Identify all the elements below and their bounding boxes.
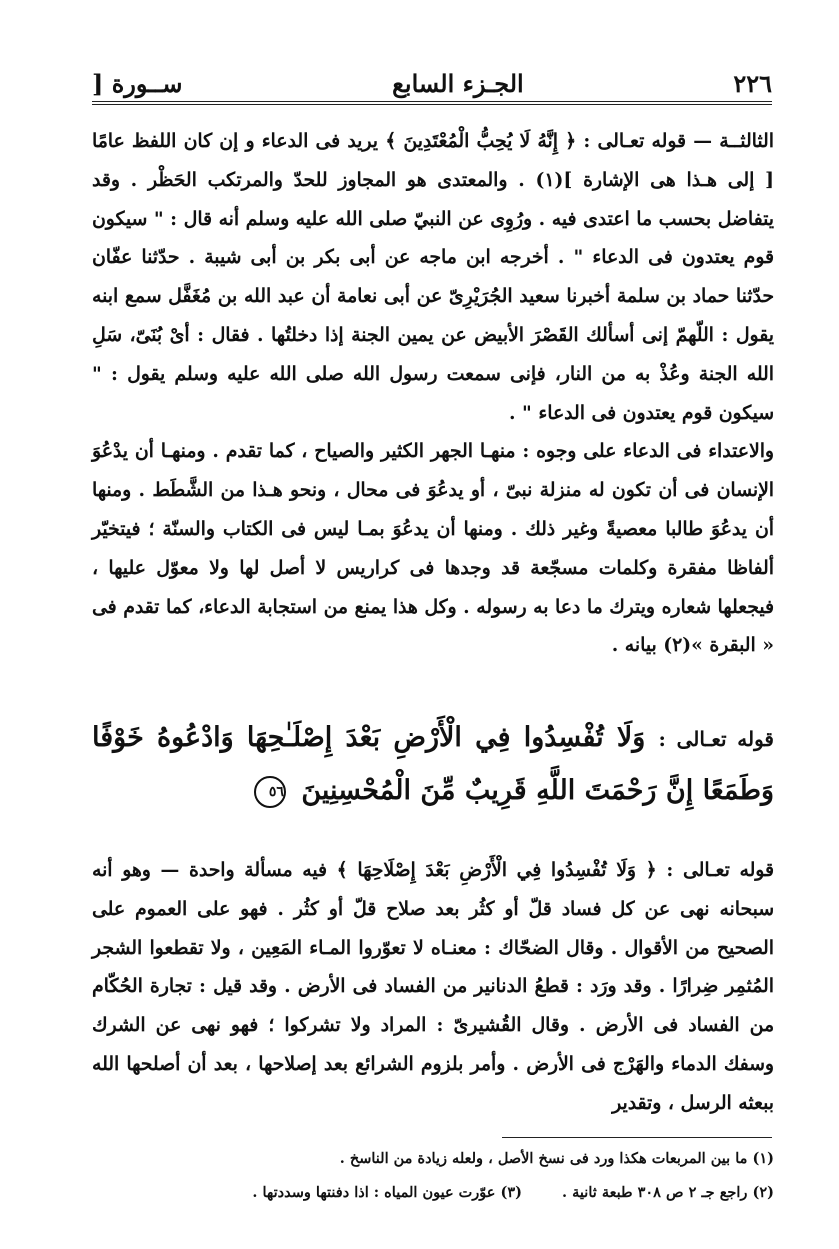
- page-header: [92, 52, 772, 98]
- verse-commentary: [92, 851, 774, 1123]
- commentary-text: [92, 122, 774, 665]
- verse-text: وَلَا تُفْسِدُوا فِي الْأَرْضِ بَعْدَ إِصْلَـٰحِهَا وَادْعُوهُ خَوْفًا وَطَمَعًا إِنَّ رَحْمَتَ اللَّهِ قَرِيبٌ مِّنَ الْمُحْسِنِينَ: [92, 722, 774, 806]
- footnote-row-2: [150, 1176, 774, 1210]
- footnote-divider: [502, 1137, 772, 1138]
- footnote-2: (٢) راجع جـ ٢ ص ٣٠٨ طبعة ثانية .: [562, 1184, 774, 1201]
- footnote-row-1: [150, 1142, 774, 1176]
- footnote-1: (١) ما بين المربعات هكذا ورد فى نسخ الأصل ، ولعله زيادة من الناسخ .: [339, 1150, 774, 1167]
- surah-label: ســورة [: [92, 69, 183, 98]
- paragraph-corruption: قوله تعـالى : ﴿ وَلَا تُفْسِدُوا فِي الْأَرْضِ بَعْدَ إِصْلَاحِهَا ﴾ فيه مسألة واحدة — وهو أنه سبحانه نهى عن كل فساد قلّ أو كثُر بعد صلاح قلّ أو كثُر . فهو على العموم على الصحيح من الأقوال . وقال الضحّاك : معنـاه لا تعوّروا المـاء المَعِين ، ولا تقطعوا الشجر المُثمِر ضِرارًا . وقد ورَد : قطعُ الدنانير من الفساد فى الأرض . وقد قيل : تجارة الحُكّام من الفساد فى الأرض . وقال القُشيرىّ : المراد ولا تشركوا ؛ فهو نهى عن الشرك وسفك الدماء والهَرْج فى الأرض . وأمر بلزوم الشرائع بعد إصلاحها ، بعد أن أصلحها الله ببعثه الرسل ، وتقدير: [92, 859, 774, 1114]
- header-divider: [92, 101, 772, 105]
- quran-verse: [92, 712, 774, 816]
- footnote-3: (٣) عوّرت عيون المياه : اذا دفنتها وسددتها .: [252, 1184, 523, 1201]
- verse-intro: قوله تعـالى :: [658, 727, 774, 751]
- footnotes: [150, 1142, 774, 1210]
- paragraph-third-issue: الثالثــة — قوله تعـالى : ﴿ إِنَّهُ لَا يُحِبُّ الْمُعْتَدِينَ ﴾ يريد فى الدعاء و إن كان اللفظ عامًا [ إلى هـذا هى الإشارة ](١) . والمعتدى هو المجاوز للحدّ والمرتكب الحَظْر . وقد يتفاضل بحسب ما اعتدى فيه . ورُوِى عن النبيّ صلى الله عليه وسلم أنه قال : " سيكون قوم يعتدون فى الدعاء " . أخرجه ابن ماجه عن أبى بكر بن أبى شيبة . حدّثنا عفّان حدّثنا حماد بن سلمة أخبرنا سعيد الجُرَيْرِىّ عن أبى نعامة أن عبد الله بن مُغَفَّل سمع ابنه يقول : اللّهمّ إنى أسألك القَصْرَ الأبيض عن يمين الجنة إذا دخلتُها . فقال : أىْ بُنَىّ، سَلِ الله الجنة وعُذْ به من النار، فإنى سمعت رسول الله صلى الله عليه وسلم يقول : " سيكون قوم يعتدون فى الدعاء " .: [92, 130, 774, 424]
- page-number: ٢٢٦: [733, 69, 772, 98]
- paragraph-transgression: والاعتداء فى الدعاء على وجوه : منهـا الجهر الكثير والصياح ، كما تقدم . ومنهـا أن يدْعُوَ الإنسان فى أن تكون له منزلة نبىّ ، أو يدعُوَ فى محال ، ونحو هـذا من الشَّطَط . ومنها أن يدعُوَ طالبا معصيةً وغير ذلك . ومنها أن يدعُوَ بمـا ليس فى الكتاب والسنّة ؛ فيتخيّر ألفاظا مفقرة وكلمات مسجّعة قد وجدها فى كراريس لا أصل لها ولا معوّل عليها ، فيجعلها شعاره ويترك ما دعا به رسوله . وكل هذا يمنع من استجابة الدعاء، كما تقدم فى « البقرة »(٢) بيانه .: [92, 440, 774, 657]
- running-title: الجـزء السابع: [392, 69, 524, 98]
- ayah-number-marker: ٥٦: [254, 776, 286, 808]
